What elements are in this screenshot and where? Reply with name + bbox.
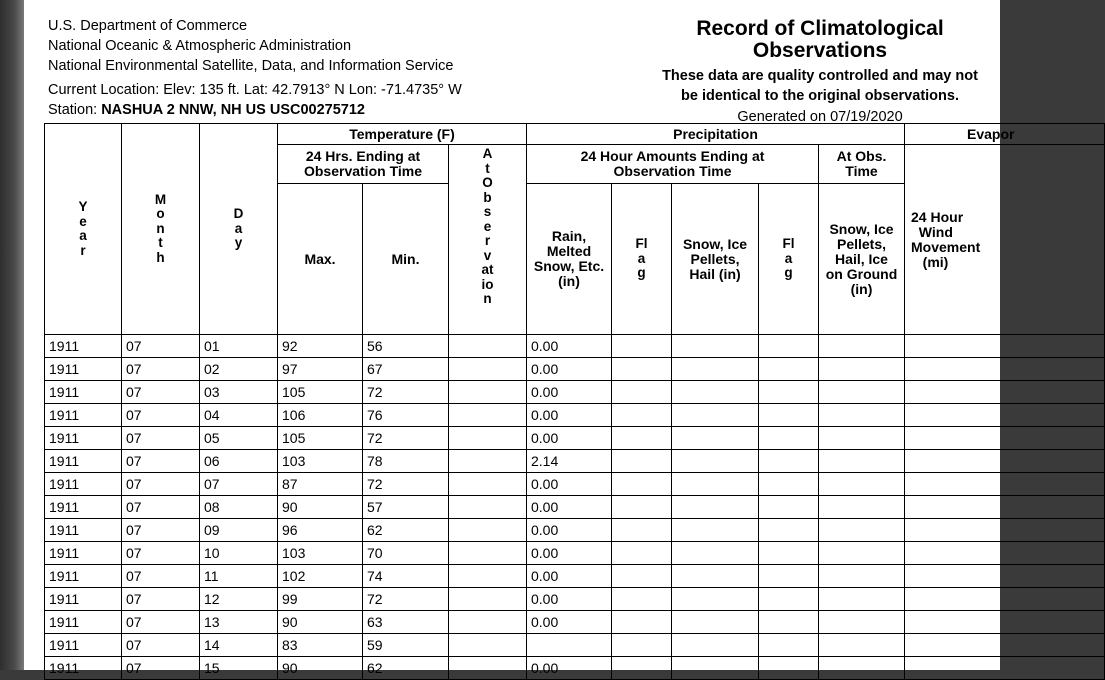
cell-snow	[672, 335, 759, 358]
cell-ground	[819, 657, 905, 680]
precip-24h-header: 24 Hour Amounts Ending at Observation Time	[527, 145, 819, 184]
cell-flag1	[612, 427, 672, 450]
at-obs-time-header: At Obs. Time	[819, 145, 905, 184]
cell-month: 07	[122, 335, 200, 358]
cell-flag1	[612, 542, 672, 565]
cell-max: 90	[278, 496, 363, 519]
cell-wind	[905, 588, 1105, 611]
cell-rain: 0.00	[527, 588, 612, 611]
cell-wind	[905, 358, 1105, 381]
cell-obs	[449, 404, 527, 427]
cell-min: 62	[363, 519, 449, 542]
cell-rain: 0.00	[527, 473, 612, 496]
cell-flag1	[612, 496, 672, 519]
cell-year: 1911	[45, 404, 122, 427]
cell-ground	[819, 611, 905, 634]
cell-year: 1911	[45, 542, 122, 565]
cell-ground	[819, 542, 905, 565]
cell-obs	[449, 634, 527, 657]
cell-day: 01	[200, 335, 278, 358]
cell-wind	[905, 427, 1105, 450]
station-line	[48, 100, 568, 120]
cell-year: 1911	[45, 358, 122, 381]
cell-flag1	[612, 450, 672, 473]
cell-month: 07	[122, 565, 200, 588]
cell-rain	[527, 634, 612, 657]
cell-min: 56	[363, 335, 449, 358]
cell-snow	[672, 657, 759, 680]
cell-flag2	[759, 611, 819, 634]
cell-day: 04	[200, 404, 278, 427]
station-label: Station:	[48, 102, 98, 118]
cell-wind	[905, 565, 1105, 588]
cell-flag1	[612, 588, 672, 611]
cell-ground	[819, 473, 905, 496]
cell-flag2	[759, 473, 819, 496]
cell-wind	[905, 519, 1105, 542]
agency-line-2: National Oceanic & Atmospheric Administration	[48, 38, 352, 54]
cell-snow	[672, 381, 759, 404]
cell-wind	[905, 611, 1105, 634]
cell-flag1	[612, 634, 672, 657]
cell-wind	[905, 381, 1105, 404]
cell-snow	[672, 611, 759, 634]
cell-obs	[449, 450, 527, 473]
cell-obs	[449, 427, 527, 450]
cell-month: 07	[122, 358, 200, 381]
cell-rain: 0.00	[527, 404, 612, 427]
cell-month: 07	[122, 611, 200, 634]
cell-min: 78	[363, 450, 449, 473]
cell-rain: 0.00	[527, 542, 612, 565]
cell-ground	[819, 358, 905, 381]
cell-snow	[672, 565, 759, 588]
cell-obs	[449, 335, 527, 358]
cell-flag2	[759, 358, 819, 381]
cell-flag2	[759, 381, 819, 404]
cell-month: 07	[122, 519, 200, 542]
cell-obs	[449, 496, 527, 519]
cell-flag1	[612, 358, 672, 381]
cell-snow	[672, 427, 759, 450]
cell-ground	[819, 634, 905, 657]
col-min-header: Min.	[363, 184, 449, 335]
cell-day: 08	[200, 496, 278, 519]
cell-month: 07	[122, 450, 200, 473]
cell-rain: 0.00	[527, 496, 612, 519]
cell-flag2	[759, 519, 819, 542]
cell-min: 63	[363, 611, 449, 634]
cell-min: 70	[363, 542, 449, 565]
cell-snow	[672, 358, 759, 381]
cell-rain: 0.00	[527, 611, 612, 634]
cell-min: 72	[363, 588, 449, 611]
col-year-header: Year	[45, 124, 122, 335]
cell-year: 1911	[45, 519, 122, 542]
header-agency-block	[48, 16, 568, 120]
current-location: Current Location: Elev: 135 ft. Lat: 42.7913° N Lon: -71.4735° W	[48, 82, 462, 98]
station-name: NASHUA 2 NNW, NH US USC00275712	[101, 102, 365, 118]
cell-day: 02	[200, 358, 278, 381]
cell-flag1	[612, 381, 672, 404]
cell-year: 1911	[45, 611, 122, 634]
cell-wind	[905, 542, 1105, 565]
cell-wind	[905, 473, 1105, 496]
cell-obs	[449, 358, 527, 381]
quality-notice: These data are quality controlled and may not be identical to the original observations.	[662, 68, 978, 104]
cell-wind	[905, 657, 1105, 680]
cell-snow	[672, 496, 759, 519]
cell-month: 07	[122, 496, 200, 519]
cell-max: 105	[278, 427, 363, 450]
cell-ground	[819, 496, 905, 519]
cell-min: 67	[363, 358, 449, 381]
cell-obs	[449, 588, 527, 611]
cell-obs	[449, 473, 527, 496]
cell-flag2	[759, 335, 819, 358]
col-snow-ground-header: Snow, Ice Pellets, Hail, Ice on Ground (in)	[819, 184, 905, 335]
cell-year: 1911	[45, 634, 122, 657]
cell-flag2	[759, 427, 819, 450]
col-flag-2-header: Flag	[759, 184, 819, 335]
cell-flag2	[759, 404, 819, 427]
cell-day: 09	[200, 519, 278, 542]
cell-ground	[819, 335, 905, 358]
cell-rain: 0.00	[527, 657, 612, 680]
cell-max: 83	[278, 634, 363, 657]
cell-year: 1911	[45, 588, 122, 611]
cell-ground	[819, 588, 905, 611]
cell-day: 14	[200, 634, 278, 657]
cell-max: 96	[278, 519, 363, 542]
table-row	[45, 473, 1105, 496]
cell-month: 07	[122, 381, 200, 404]
cell-year: 1911	[45, 473, 122, 496]
cell-month: 07	[122, 404, 200, 427]
cell-max: 102	[278, 565, 363, 588]
cell-day: 10	[200, 542, 278, 565]
cell-flag2	[759, 450, 819, 473]
col-day-header: Day	[200, 124, 278, 335]
cell-max: 87	[278, 473, 363, 496]
cell-ground	[819, 427, 905, 450]
cell-snow	[672, 542, 759, 565]
cell-flag1	[612, 473, 672, 496]
generated-date: Generated on 07/19/2020	[737, 109, 903, 125]
cell-min: 59	[363, 634, 449, 657]
col-rain-header: Rain, Melted Snow, Etc. (in)	[527, 184, 612, 335]
cell-flag2	[759, 565, 819, 588]
cell-flag1	[612, 404, 672, 427]
cell-flag2	[759, 588, 819, 611]
col-wind-header: 24 Hour Wind Movement (mi)	[905, 145, 1105, 335]
observations-table	[44, 123, 1105, 680]
cell-rain: 0.00	[527, 519, 612, 542]
cell-month: 07	[122, 657, 200, 680]
cell-flag1	[612, 657, 672, 680]
table-row	[45, 335, 1105, 358]
cell-day: 12	[200, 588, 278, 611]
cell-day: 07	[200, 473, 278, 496]
table-row	[45, 657, 1105, 680]
cell-min: 62	[363, 657, 449, 680]
cell-min: 76	[363, 404, 449, 427]
cell-month: 07	[122, 542, 200, 565]
cell-obs	[449, 542, 527, 565]
col-flag-1-header: Flag	[612, 184, 672, 335]
agency-line-1: U.S. Department of Commerce	[48, 18, 248, 34]
cell-wind	[905, 335, 1105, 358]
cell-rain: 0.00	[527, 381, 612, 404]
cell-max: 106	[278, 404, 363, 427]
cell-min: 74	[363, 565, 449, 588]
cell-snow	[672, 634, 759, 657]
cell-ground	[819, 519, 905, 542]
table-row	[45, 381, 1105, 404]
table-row	[45, 427, 1105, 450]
agency-line-3: National Environmental Satellite, Data, and Information Service	[48, 58, 454, 74]
table-row	[45, 404, 1105, 427]
cell-rain: 0.00	[527, 335, 612, 358]
table-row	[45, 358, 1105, 381]
cell-wind	[905, 634, 1105, 657]
cell-max: 90	[278, 611, 363, 634]
cell-snow	[672, 588, 759, 611]
cell-flag2	[759, 634, 819, 657]
cell-year: 1911	[45, 657, 122, 680]
cell-snow	[672, 519, 759, 542]
cell-max: 92	[278, 335, 363, 358]
cell-flag2	[759, 496, 819, 519]
table-row	[45, 450, 1105, 473]
cell-year: 1911	[45, 496, 122, 519]
document-title: Record of Climatological Observations	[696, 17, 944, 62]
cell-flag1	[612, 565, 672, 588]
viewer-left-gutter	[0, 0, 24, 670]
header-title-block	[630, 18, 1010, 126]
cell-min: 57	[363, 496, 449, 519]
cell-max: 105	[278, 381, 363, 404]
table-row	[45, 588, 1105, 611]
cell-rain: 0.00	[527, 427, 612, 450]
cell-max: 103	[278, 450, 363, 473]
cell-min: 72	[363, 473, 449, 496]
cell-max: 99	[278, 588, 363, 611]
cell-day: 06	[200, 450, 278, 473]
cell-year: 1911	[45, 381, 122, 404]
cell-year: 1911	[45, 427, 122, 450]
cell-snow	[672, 473, 759, 496]
cell-day: 15	[200, 657, 278, 680]
cell-day: 03	[200, 381, 278, 404]
table-row	[45, 519, 1105, 542]
table-row	[45, 496, 1105, 519]
cell-flag2	[759, 657, 819, 680]
col-at-observation-header: At Observation	[449, 145, 527, 335]
cell-min: 72	[363, 381, 449, 404]
cell-month: 07	[122, 473, 200, 496]
table-row	[45, 634, 1105, 657]
table-row	[45, 565, 1105, 588]
cell-month: 07	[122, 634, 200, 657]
evaporation-group-header: Evapor	[905, 124, 1105, 145]
cell-month: 07	[122, 588, 200, 611]
cell-snow	[672, 450, 759, 473]
cell-wind	[905, 450, 1105, 473]
cell-year: 1911	[45, 565, 122, 588]
temperature-group-header: Temperature (F)	[278, 124, 527, 145]
precipitation-group-header: Precipitation	[527, 124, 905, 145]
cell-day: 13	[200, 611, 278, 634]
cell-obs	[449, 611, 527, 634]
cell-ground	[819, 404, 905, 427]
cell-day: 11	[200, 565, 278, 588]
cell-wind	[905, 404, 1105, 427]
cell-obs	[449, 657, 527, 680]
temp-24h-header: 24 Hrs. Ending at Observation Time	[278, 145, 449, 184]
cell-flag1	[612, 519, 672, 542]
cell-month: 07	[122, 427, 200, 450]
col-month-header: Month	[122, 124, 200, 335]
cell-min: 72	[363, 427, 449, 450]
col-snow-header: Snow, Ice Pellets, Hail (in)	[672, 184, 759, 335]
cell-snow	[672, 404, 759, 427]
col-max-header: Max.	[278, 184, 363, 335]
cell-rain: 2.14	[527, 450, 612, 473]
cell-wind	[905, 496, 1105, 519]
cell-max: 103	[278, 542, 363, 565]
cell-max: 90	[278, 657, 363, 680]
cell-year: 1911	[45, 335, 122, 358]
cell-rain: 0.00	[527, 565, 612, 588]
cell-rain: 0.00	[527, 358, 612, 381]
cell-day: 05	[200, 427, 278, 450]
cell-max: 97	[278, 358, 363, 381]
cell-obs	[449, 519, 527, 542]
document-page	[24, 0, 1015, 676]
cell-flag2	[759, 542, 819, 565]
table-row	[45, 542, 1105, 565]
cell-obs	[449, 565, 527, 588]
cell-ground	[819, 381, 905, 404]
observations-body	[45, 335, 1105, 680]
cell-flag1	[612, 335, 672, 358]
cell-ground	[819, 450, 905, 473]
cell-obs	[449, 381, 527, 404]
cell-year: 1911	[45, 450, 122, 473]
table-row	[45, 611, 1105, 634]
cell-flag1	[612, 611, 672, 634]
cell-ground	[819, 565, 905, 588]
